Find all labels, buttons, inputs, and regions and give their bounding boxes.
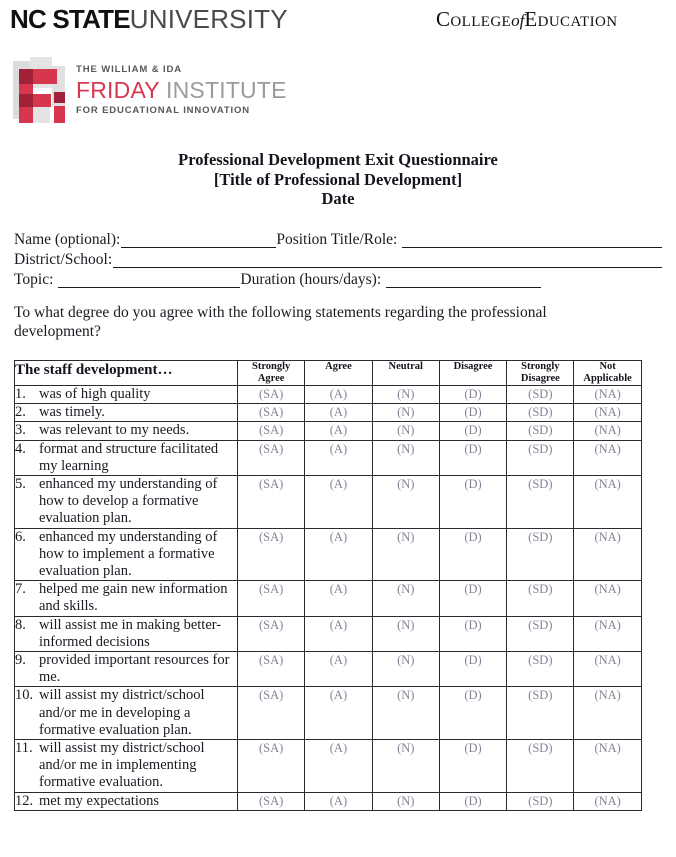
response-option-cell[interactable]: (N) bbox=[372, 792, 439, 810]
table-row bbox=[15, 616, 642, 651]
statement-cell bbox=[15, 422, 238, 440]
education-word: Education bbox=[524, 7, 618, 31]
response-option-cell[interactable]: (N) bbox=[372, 616, 439, 651]
table-row bbox=[15, 652, 642, 687]
nc-state-university-wordmark bbox=[10, 4, 288, 34]
response-option-cell[interactable]: (SD) bbox=[507, 616, 574, 651]
topic-duration-row bbox=[14, 270, 662, 290]
friday-institute-wordmark bbox=[76, 64, 287, 117]
of-word: of bbox=[511, 11, 525, 30]
university-light-text: UNIVERSITY bbox=[129, 4, 288, 34]
logo-institute-text: INSTITUTE bbox=[166, 77, 287, 103]
statement-cell bbox=[15, 687, 238, 740]
response-option-cell[interactable]: (D) bbox=[439, 476, 506, 529]
response-option-cell[interactable]: (SA) bbox=[238, 404, 305, 422]
statement-cell bbox=[15, 476, 238, 529]
response-option-cell[interactable]: (D) bbox=[439, 386, 506, 404]
header-neutral: Neutral bbox=[372, 361, 439, 386]
logo-red-block-3 bbox=[19, 84, 33, 94]
logo-red-block-1 bbox=[19, 69, 33, 84]
response-option-cell[interactable]: (A) bbox=[305, 386, 372, 404]
header-agree: Agree bbox=[305, 361, 372, 386]
page-header bbox=[0, 0, 676, 46]
response-option-cell[interactable]: (SD) bbox=[507, 740, 574, 793]
logo-red-block-2 bbox=[33, 69, 57, 84]
statement-number: 9. bbox=[15, 652, 26, 669]
response-option-cell[interactable]: (D) bbox=[439, 422, 506, 440]
response-option-cell[interactable]: (SD) bbox=[507, 792, 574, 810]
response-option-cell[interactable]: (A) bbox=[305, 581, 372, 616]
logo-red-block-4 bbox=[19, 94, 33, 107]
logo-tagline-bottom: FOR EDUCATIONAL INNOVATION bbox=[76, 105, 250, 116]
table-row bbox=[15, 792, 642, 810]
survey-table-body bbox=[15, 386, 642, 811]
response-option-cell[interactable]: (NA) bbox=[574, 792, 641, 810]
table-row bbox=[15, 740, 642, 793]
response-option-cell[interactable]: (A) bbox=[305, 440, 372, 475]
response-option-cell[interactable]: (SA) bbox=[238, 581, 305, 616]
table-row bbox=[15, 422, 642, 440]
response-option-cell[interactable]: (D) bbox=[439, 687, 506, 740]
response-option-cell[interactable]: (A) bbox=[305, 616, 372, 651]
response-option-cell[interactable]: (SD) bbox=[507, 581, 574, 616]
name-position-row bbox=[14, 230, 662, 250]
response-option-cell[interactable]: (A) bbox=[305, 422, 372, 440]
statement-text: provided important resources for me. bbox=[39, 652, 230, 686]
statement-number: 1. bbox=[15, 386, 26, 402]
duration-label: Duration (hours/days): bbox=[240, 271, 382, 288]
response-option-cell[interactable]: (SA) bbox=[238, 652, 305, 687]
position-title-label: Position Title/Role: bbox=[276, 231, 398, 248]
response-option-cell[interactable]: (SA) bbox=[238, 616, 305, 651]
response-option-cell[interactable]: (N) bbox=[372, 581, 439, 616]
response-option-cell[interactable]: (D) bbox=[439, 404, 506, 422]
response-option-cell[interactable]: (SD) bbox=[507, 476, 574, 529]
table-row bbox=[15, 581, 642, 616]
response-option-cell[interactable]: (A) bbox=[305, 792, 372, 810]
response-option-cell[interactable]: (SA) bbox=[238, 440, 305, 475]
statement-cell bbox=[15, 616, 238, 651]
response-option-cell[interactable]: (SA) bbox=[238, 687, 305, 740]
response-option-cell[interactable]: (A) bbox=[305, 528, 372, 581]
name-label: Name (optional): bbox=[14, 231, 121, 248]
response-option-cell[interactable]: (A) bbox=[305, 404, 372, 422]
title-line-2: [Title of Professional Development] bbox=[213, 169, 463, 189]
header-disagree: Disagree bbox=[439, 361, 506, 386]
response-option-cell[interactable]: (N) bbox=[372, 740, 439, 793]
response-option-cell[interactable]: (NA) bbox=[574, 581, 641, 616]
response-option-cell[interactable]: (A) bbox=[305, 740, 372, 793]
response-option-cell[interactable]: (NA) bbox=[574, 740, 641, 793]
statement-text: will assist my district/school and/or me in implementing formative evaluation. bbox=[39, 740, 205, 791]
response-option-cell[interactable]: (NA) bbox=[574, 616, 641, 651]
statement-text: was timely. bbox=[39, 404, 105, 421]
statement-text: was relevant to my needs. bbox=[39, 422, 190, 439]
statement-text: met my expectations bbox=[39, 792, 159, 809]
logo-red-block-6 bbox=[19, 107, 33, 123]
response-option-cell[interactable]: (N) bbox=[372, 440, 439, 475]
statement-column-header: The staff development… bbox=[15, 361, 238, 386]
nc-state-bold-text: NC STATE bbox=[10, 4, 130, 34]
name-input-line[interactable] bbox=[121, 232, 276, 248]
response-option-cell[interactable]: (SA) bbox=[238, 476, 305, 529]
response-option-cell[interactable]: (SA) bbox=[238, 528, 305, 581]
table-row bbox=[15, 687, 642, 740]
response-option-cell[interactable]: (SD) bbox=[507, 422, 574, 440]
duration-input-line[interactable] bbox=[386, 272, 541, 288]
response-option-cell[interactable]: (N) bbox=[372, 528, 439, 581]
statement-number: 8. bbox=[15, 616, 26, 633]
header-not-applicable: Not Applicable bbox=[574, 361, 641, 386]
position-title-input-line[interactable] bbox=[402, 232, 662, 248]
table-row bbox=[15, 476, 642, 529]
friday-institute-mark-icon bbox=[13, 57, 65, 123]
statement-text: will assist me in making better-informed decisions bbox=[39, 616, 222, 650]
response-option-cell[interactable]: (NA) bbox=[574, 476, 641, 529]
response-option-cell[interactable]: (SD) bbox=[507, 652, 574, 687]
response-option-cell[interactable]: (SD) bbox=[507, 528, 574, 581]
respondent-info-fields bbox=[14, 230, 662, 290]
college-of-education-wordmark bbox=[436, 7, 617, 33]
statement-cell bbox=[15, 792, 238, 810]
table-row bbox=[15, 440, 642, 475]
statement-number: 6. bbox=[15, 528, 26, 545]
statement-cell bbox=[15, 404, 238, 422]
response-option-cell[interactable]: (SD) bbox=[507, 386, 574, 404]
response-option-cell[interactable]: (NA) bbox=[574, 422, 641, 440]
response-option-cell[interactable]: (N) bbox=[372, 404, 439, 422]
response-option-cell[interactable]: (D) bbox=[439, 740, 506, 793]
response-option-cell[interactable]: (N) bbox=[372, 386, 439, 404]
logo-red-block-5 bbox=[33, 94, 51, 107]
district-school-label: District/School: bbox=[14, 251, 113, 268]
district-school-row bbox=[14, 250, 662, 270]
statement-number: 10. bbox=[15, 687, 34, 704]
table-row bbox=[15, 528, 642, 581]
statement-number: 7. bbox=[15, 581, 26, 598]
document-title bbox=[0, 150, 676, 209]
response-option-cell[interactable]: (A) bbox=[305, 652, 372, 687]
statement-text: enhanced my understanding of how to implement a formative evaluation plan. bbox=[39, 528, 218, 580]
topic-input-line[interactable] bbox=[58, 272, 240, 288]
response-option-cell[interactable]: (D) bbox=[439, 581, 506, 616]
statement-number: 4. bbox=[15, 440, 26, 457]
logo-red-block-7 bbox=[54, 92, 65, 103]
statement-number: 11. bbox=[15, 740, 33, 757]
statement-number: 12. bbox=[15, 792, 34, 809]
statement-cell bbox=[15, 386, 238, 404]
friday-institute-logo bbox=[13, 57, 313, 127]
response-option-cell[interactable]: (D) bbox=[439, 528, 506, 581]
statement-cell bbox=[15, 528, 238, 581]
table-row bbox=[15, 404, 642, 422]
response-option-cell[interactable]: (SA) bbox=[238, 740, 305, 793]
statement-text: format and structure facilitated my learning bbox=[39, 440, 219, 474]
instructions-text: To what degree do you agree with the following statements regarding the professional development? bbox=[14, 304, 547, 340]
statement-number: 3. bbox=[15, 422, 26, 439]
title-line-3-date: Date bbox=[321, 189, 355, 208]
statement-cell bbox=[15, 652, 238, 687]
statement-cell bbox=[15, 581, 238, 616]
survey-table bbox=[14, 360, 642, 811]
district-school-input-line[interactable] bbox=[113, 252, 662, 268]
response-option-cell[interactable]: (NA) bbox=[574, 386, 641, 404]
header-strongly-disagree: Strongly Disagree bbox=[507, 361, 574, 386]
logo-red-block-8 bbox=[54, 106, 65, 123]
response-option-cell[interactable]: (NA) bbox=[574, 404, 641, 422]
statement-cell bbox=[15, 440, 238, 475]
response-option-cell[interactable]: (A) bbox=[305, 687, 372, 740]
response-option-cell[interactable]: (SA) bbox=[238, 422, 305, 440]
response-option-cell[interactable]: (D) bbox=[439, 616, 506, 651]
response-option-cell[interactable]: (NA) bbox=[574, 440, 641, 475]
response-option-cell[interactable]: (SA) bbox=[238, 792, 305, 810]
survey-table-header bbox=[15, 361, 642, 386]
table-row bbox=[15, 386, 642, 404]
response-option-cell[interactable]: (D) bbox=[439, 652, 506, 687]
logo-friday-text: FRIDAY bbox=[76, 77, 160, 103]
logo-name-line bbox=[76, 77, 287, 103]
response-option-cell[interactable]: (NA) bbox=[574, 528, 641, 581]
response-option-cell[interactable]: (N) bbox=[372, 476, 439, 529]
statement-text: will assist my district/school and/or me in developing a formative evaluation plan. bbox=[39, 687, 205, 738]
logo-tagline-top: THE WILLIAM & IDA bbox=[76, 64, 183, 75]
response-option-cell[interactable]: (N) bbox=[372, 687, 439, 740]
header-strongly-agree: Strongly Agree bbox=[238, 361, 305, 386]
response-option-cell[interactable]: (NA) bbox=[574, 687, 641, 740]
statement-number: 2. bbox=[15, 404, 26, 421]
table-header-row bbox=[15, 361, 642, 386]
response-option-cell[interactable]: (NA) bbox=[574, 652, 641, 687]
response-option-cell[interactable]: (SA) bbox=[238, 386, 305, 404]
statement-text: was of high quality bbox=[39, 386, 151, 402]
response-option-cell[interactable]: (SD) bbox=[507, 404, 574, 422]
statement-number: 5. bbox=[15, 476, 26, 493]
title-line-1: Professional Development Exit Questionnaire bbox=[178, 150, 498, 169]
response-option-cell[interactable]: (D) bbox=[439, 440, 506, 475]
response-option-cell[interactable]: (N) bbox=[372, 422, 439, 440]
response-option-cell[interactable]: (D) bbox=[439, 792, 506, 810]
statement-cell bbox=[15, 740, 238, 793]
college-word: College bbox=[436, 7, 512, 31]
topic-label: Topic: bbox=[14, 271, 54, 288]
response-option-cell[interactable]: (A) bbox=[305, 476, 372, 529]
response-option-cell[interactable]: (N) bbox=[372, 652, 439, 687]
statement-text: helped me gain new information and skills. bbox=[39, 581, 228, 615]
response-option-cell[interactable]: (SD) bbox=[507, 687, 574, 740]
response-option-cell[interactable]: (SD) bbox=[507, 440, 574, 475]
statement-text: enhanced my understanding of how to develop a formative evaluation plan. bbox=[39, 476, 218, 527]
